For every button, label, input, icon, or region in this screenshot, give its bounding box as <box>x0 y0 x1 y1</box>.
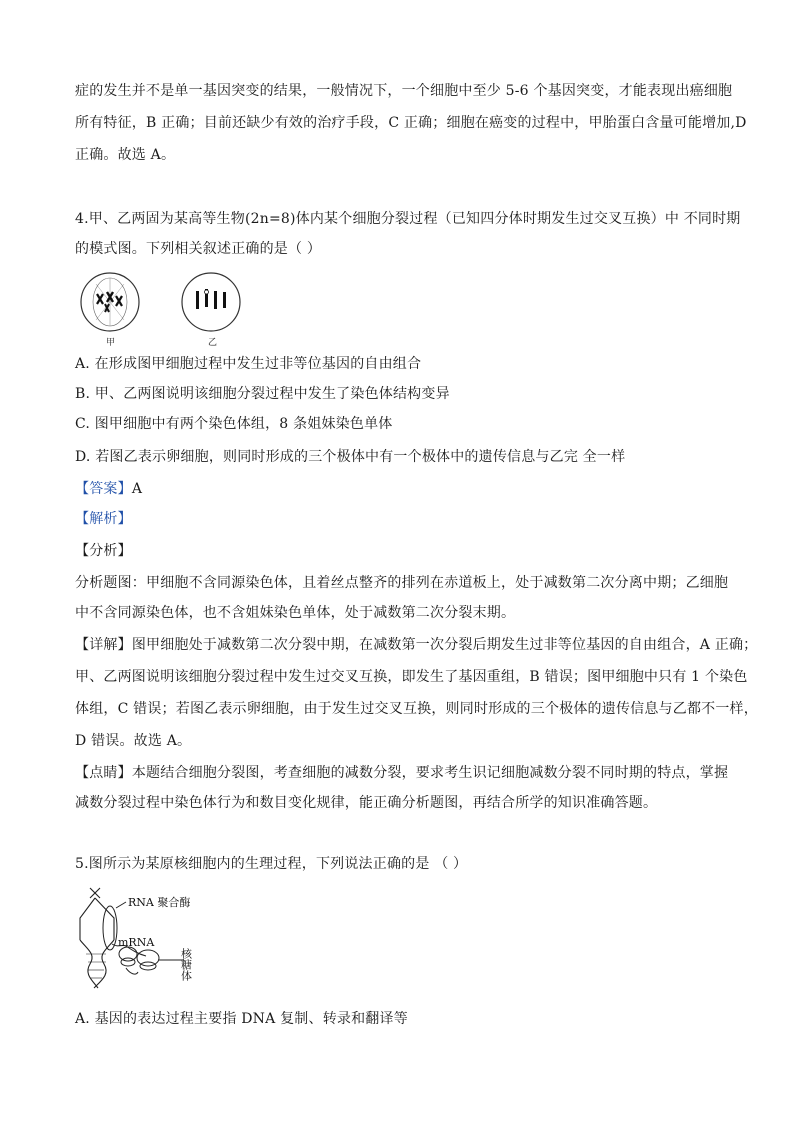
label-ribosome: 核糖体 <box>179 948 193 981</box>
option-b: B. 甲、乙两图说明该细胞分裂过程中发生了染色体结构变异 <box>75 386 450 402</box>
cell-division-figure <box>78 272 258 348</box>
label-rna-polymerase: RNA 聚合酶 <box>128 896 191 909</box>
cell-yi-diagram <box>182 273 240 331</box>
detail-line <box>75 636 757 654</box>
option-a: A. 在形成图甲细胞过程中发生过非等位基因的自由组合 <box>75 356 422 372</box>
label-jia: 甲 <box>106 338 116 348</box>
paragraph-line: 正确。故选 A。 <box>75 147 176 163</box>
comment-tag: 【点睛】 <box>75 765 132 781</box>
dna-helix <box>80 888 114 988</box>
question-4-stem: 的模式图。下列相关叙述正确的是（ ） <box>75 241 322 257</box>
paragraph-line: 甲、乙两图说明该细胞分裂过程中发生过交叉互换，即发生了基因重组，B 错误；图甲细胞中只有 1 个染色 <box>75 669 748 685</box>
label-mrna: mRNA <box>118 936 155 949</box>
paragraph-line: 体组，C 错误；若图乙表示卵细胞，由于发生过交叉互换，则同时形成的三个极体的遗传信息与乙都不一样， <box>75 701 758 717</box>
paragraph-line: 减数分裂过程中染色体行为和数目变化规律，能正确分析题图，再结合所学的知识准确答题。 <box>75 795 658 811</box>
question-5-stem: 5.图所示为某原核细胞内的生理过程，下列说法正确的是 （ ） <box>75 856 468 872</box>
paragraph-line: 中不含同源染色体，也不含姐妹染色单体，处于减数第二次分裂末期。 <box>75 605 516 621</box>
option-c: C. 图甲细胞中有两个染色体组，8 条姐妹染色单体 <box>75 416 393 432</box>
fenxi-tag: 【分析】 <box>75 543 132 559</box>
comment-line <box>75 764 728 782</box>
paragraph-line: D 错误。故选 A。 <box>75 733 192 749</box>
detail-tag: 【详解】 <box>75 637 132 653</box>
comment-text: 本题结合细胞分裂图，考查细胞的减数分裂，要求考生识记细胞减数分裂不同时期的特点，掌握 <box>131 765 729 781</box>
option-d: D. 若图乙表示卵细胞，则同时形成的三个极体中有一个极体中的遗传信息与乙完 全一样 <box>75 449 626 465</box>
question-4-stem: 4.甲、乙两固为某高等生物(2n=8)体内某个细胞分裂过程（已知四分体时期发生过交叉互换）中 不同时期 <box>75 211 741 227</box>
answer-tag: 【答案】 <box>75 481 132 497</box>
paragraph-line: 分析题图：甲细胞不含同源染色体，且着丝点整齐的排列在赤道板上，处于减数第二次分离中期；乙细胞 <box>75 575 729 591</box>
paragraph-line: 所有特征，B 正确；目前还缺少有效的治疗手段，C 正确；细胞在癌变的过程中，甲胎蛋白含量可能增加,D <box>75 115 747 131</box>
ribosome-icon <box>119 947 184 974</box>
analysis-tag: 【解析】 <box>75 511 132 527</box>
q5-option-a: A. 基因的表达过程主要指 DNA 复制、转录和翻译等 <box>75 1011 408 1027</box>
detail-text: 图甲细胞处于减数第二次分裂中期，在减数第一次分裂后期发生过非等位基因的自由组合，A 正确； <box>131 637 758 653</box>
label-yi: 乙 <box>208 338 218 348</box>
answer-line <box>75 480 142 498</box>
cell-jia-diagram <box>81 273 139 331</box>
transcription-translation-figure <box>76 884 236 992</box>
answer-value: A <box>131 481 143 497</box>
paragraph-line: 症的发生并不是单一基因突变的结果，一般情况下，一个细胞中至少 5-6 个基因突变，才能表现出癌细胞 <box>75 83 733 99</box>
